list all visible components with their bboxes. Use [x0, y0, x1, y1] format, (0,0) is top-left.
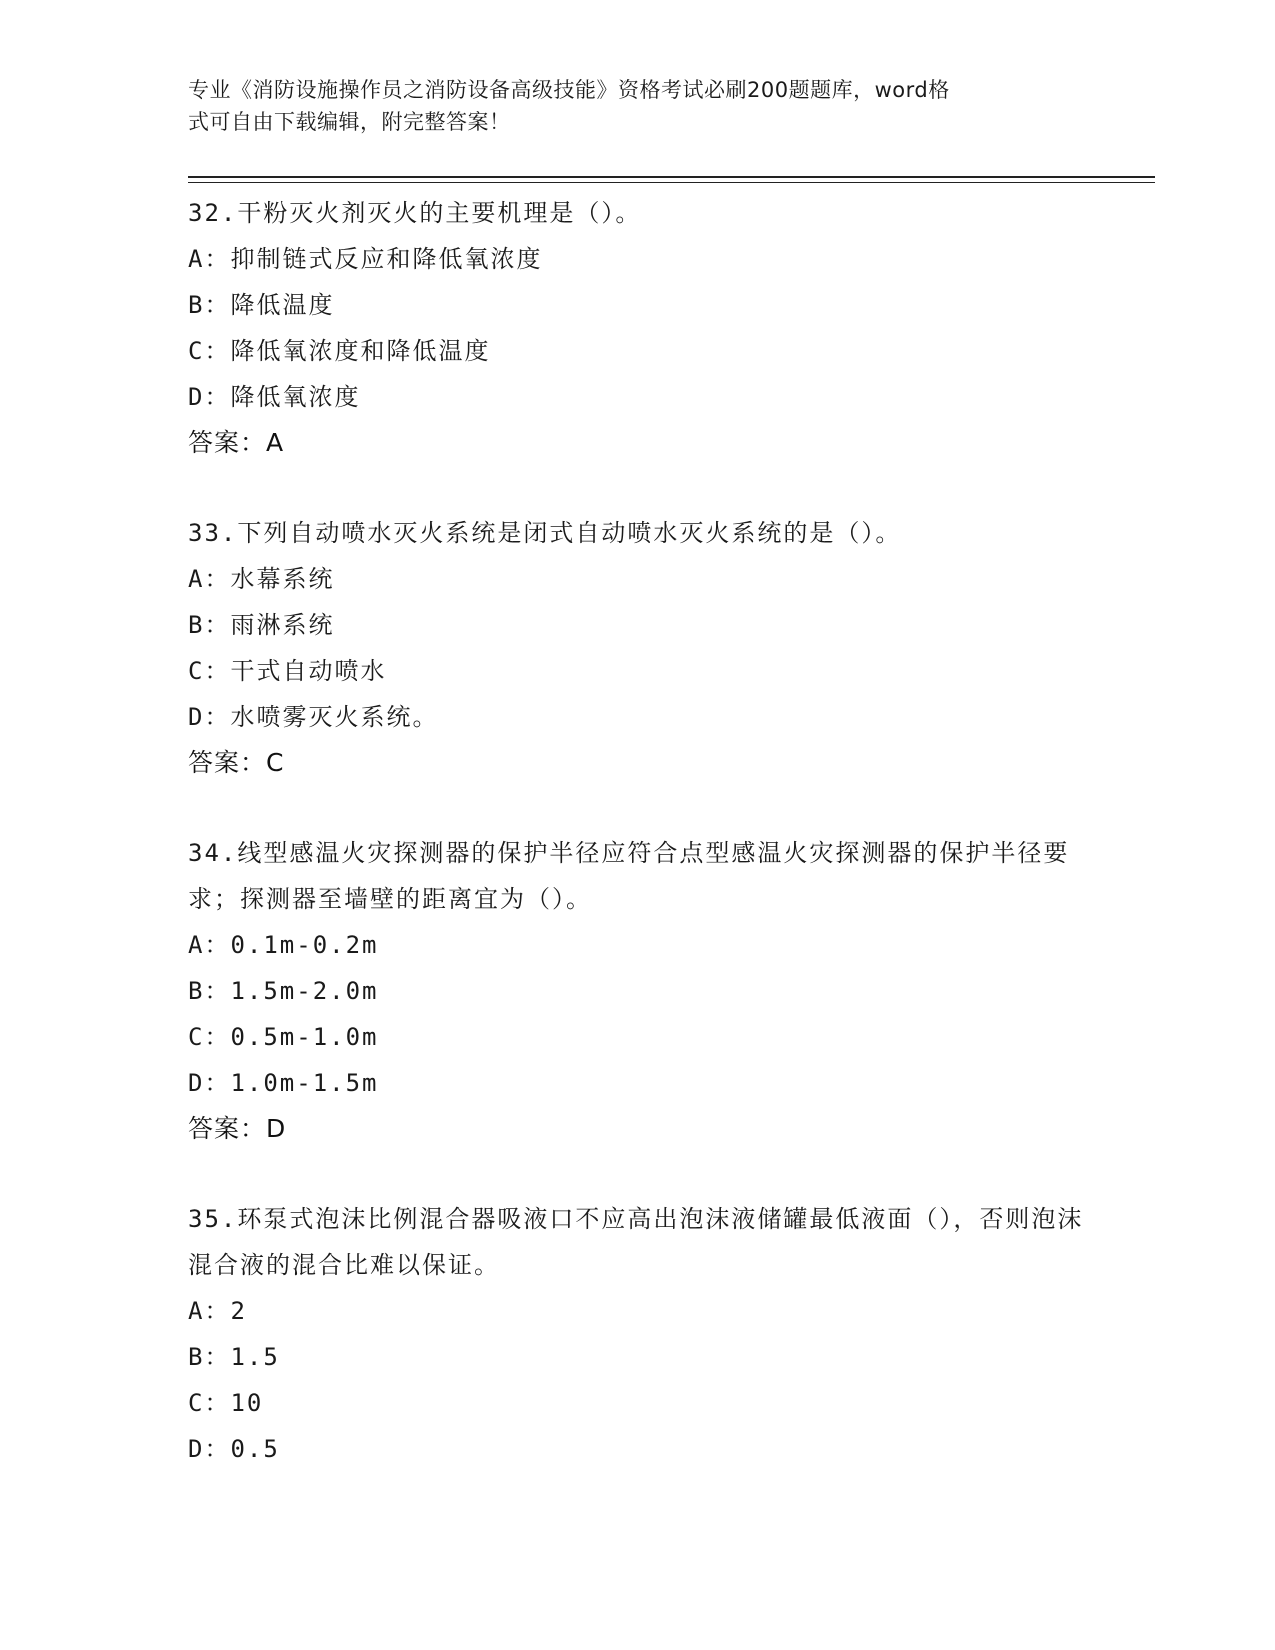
option-d: D：1.0m-1.5m — [188, 1069, 379, 1097]
option-c: C：降低氧浓度和降低温度 — [188, 337, 491, 365]
option-a: A：水幕系统 — [188, 565, 335, 593]
option-a: A：0.1m-0.2m — [188, 931, 379, 959]
option-a: A：抑制链式反应和降低氧浓度 — [188, 245, 543, 273]
option-b: B：1.5 — [188, 1343, 280, 1371]
question-stem: 34.线型感温火灾探测器的保护半径应符合点型感温火灾探测器的保护半径要求；探测器至墙壁的距离宜为（）。 — [188, 839, 1070, 913]
question-33 — [188, 510, 1088, 786]
header-divider-thin — [188, 182, 1155, 183]
question-32 — [188, 190, 1088, 466]
question-stem: 32.干粉灭火剂灭火的主要机理是（）。 — [188, 199, 642, 227]
answer-label: 答案：A — [188, 428, 285, 457]
question-35 — [188, 1196, 1088, 1472]
question-stem: 33.下列自动喷水灭火系统是闭式自动喷水灭火系统的是（）。 — [188, 519, 902, 547]
option-b: B：降低温度 — [188, 291, 335, 319]
header-divider-thick — [188, 176, 1155, 178]
option-c: C：干式自动喷水 — [188, 657, 387, 685]
option-d: D：水喷雾灭火系统。 — [188, 703, 439, 731]
document-header — [188, 74, 1068, 138]
question-stem: 35.环泵式泡沫比例混合器吸液口不应高出泡沫液储罐最低液面（），否则泡沫混合液的混合比难以保证。 — [188, 1205, 1084, 1279]
option-a: A：2 — [188, 1297, 247, 1325]
question-list — [188, 190, 1088, 1516]
option-b: B：雨淋系统 — [188, 611, 335, 639]
header-line-2: 式可自由下载编辑，附完整答案！ — [188, 110, 511, 134]
header-line-1: 专业《消防设施操作员之消防设备高级技能》资格考试必刷200题题库，word格 — [188, 78, 950, 102]
option-d: D：0.5 — [188, 1435, 280, 1463]
option-b: B：1.5m-2.0m — [188, 977, 379, 1005]
answer-label: 答案：C — [188, 748, 285, 777]
option-c: C：0.5m-1.0m — [188, 1023, 379, 1051]
question-34 — [188, 830, 1088, 1152]
option-d: D：降低氧浓度 — [188, 383, 361, 411]
option-c: C：10 — [188, 1389, 264, 1417]
answer-label: 答案：D — [188, 1114, 287, 1143]
